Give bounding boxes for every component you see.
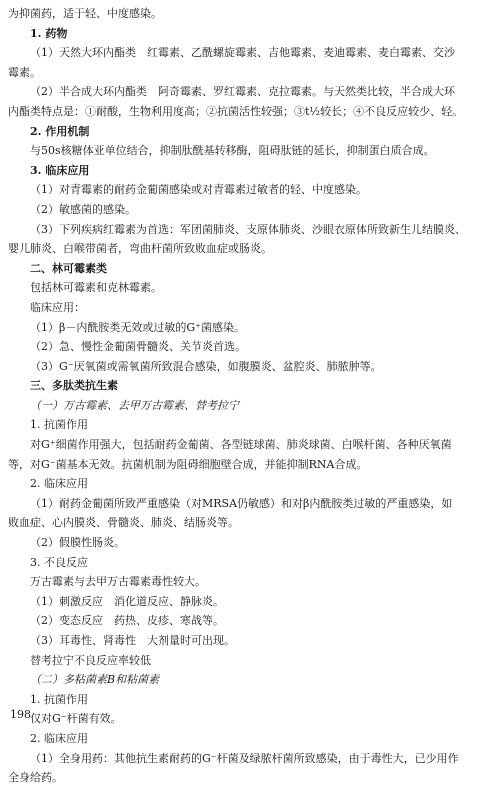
text-line: （1）β－内酰胺类无效或过敏的G⁺菌感染。: [30, 320, 245, 334]
text-line: （1）天然大环内酯类 红霉素、乙酰螺旋霉素、吉他霉素、麦迪霉素、麦白霉素、交沙: [30, 46, 455, 60]
text-line: 为抑菌药，适于轻、中度感染。: [8, 7, 162, 20]
text-line: （2）敏感菌的感染。: [30, 202, 136, 216]
text-line: （2）半合成大环内酯类 阿奇霉素、罗红霉素、克拉霉素。与天然类比较，半合成大环: [30, 85, 455, 99]
section-heading: （二）多粘菌素B和粘菌素: [30, 673, 160, 687]
text-line: 万古霉素与去甲万古霉素毒性较大。: [30, 575, 206, 589]
text-line: （1）对青霉素的耐药金葡菌感染或对青霉素过敏者的轻、中度感染。: [30, 183, 367, 197]
text-line: 内酯类特点是：①耐酸，生物利用度高；②抗菌活性较强；③t½较长；④不良反应较少、轻。: [8, 104, 464, 118]
text-line: 全身给药。: [8, 771, 63, 785]
text-line: 霉素。: [8, 65, 41, 79]
text-line: 婴儿肺炎、白喉带菌者，弯曲杆菌所致败血症或肠炎。: [8, 242, 272, 256]
section-heading: 2. 作用机制: [30, 124, 90, 138]
section-heading: 3. 临床应用: [30, 163, 90, 177]
text-line: 2. 临床应用: [30, 477, 88, 491]
text-line: （1）耐药金葡菌所致严重感染（对MRSA仍敏感）和对β内酰胺类过敏的严重感染，如: [30, 496, 453, 510]
section-heading: 二、林可霉素类: [30, 261, 107, 275]
text-line: 对G⁺细菌作用强大，包括耐药金葡菌、各型链球菌、肺炎球菌、白喉杆菌、各种厌氧菌: [30, 438, 452, 452]
text-line: （3）下列疾病红霉素为首选：军团菌肺炎、支原体肺炎、沙眼衣原体所致新生儿结膜炎、: [30, 222, 466, 236]
text-line: （1）刺激反应 消化道反应、静脉炎。: [30, 594, 224, 608]
section-heading: 1. 药物: [30, 26, 68, 40]
section-heading: （一）万古霉素、去甲万古霉素、替考拉宁: [30, 398, 239, 412]
text-line: 与50s核糖体亚单位结合，抑制肽酰基转移酶，阻碍肽链的延长，抑制蛋白质合成。: [30, 144, 435, 158]
text-line: 3. 不良反应: [30, 555, 88, 569]
text-line: （2）急、慢性金葡菌骨髓炎、关节炎首选。: [30, 340, 246, 354]
text-line: （2）变态反应 药热、皮疹、寒战等。: [30, 614, 224, 628]
text-line: 等，对G⁻菌基本无效。抗菌机制为阻碍细胞壁合成，并能抑制RNA合成。: [8, 457, 368, 471]
page-number: 198: [10, 708, 31, 721]
text-line: 2. 临床应用: [30, 731, 88, 745]
text-line: （1）全身用药：其他抗生素耐药的G⁻杆菌及绿脓杆菌所致感染，由于毒性大，已少用作: [30, 751, 459, 765]
body-text: [8, 4, 478, 788]
text-line: （3）G⁻厌氧菌或需氧菌所致混合感染，如腹膜炎、盆腔炎、肺脓肿等。: [30, 359, 382, 373]
text-line: 1. 抗菌作用: [30, 418, 88, 432]
section-heading: 三、多肽类抗生素: [30, 379, 118, 393]
text-line: 1. 抗菌作用: [30, 692, 88, 706]
text-line: 包括林可霉素和克林霉素。: [30, 281, 162, 295]
text-line: 仅对G⁻杆菌有效。: [30, 712, 122, 726]
text-line: 替考拉宁不良反应率较低: [30, 653, 151, 667]
text-line: 临床应用：: [30, 300, 85, 314]
text-line: （2）假膜性肠炎。: [30, 536, 125, 550]
text-line: （3）耳毒性、肾毒性 大剂量时可出现。: [30, 634, 235, 647]
text-line: 败血症、心内膜炎、骨髓炎、肺炎、结肠炎等。: [8, 516, 239, 530]
